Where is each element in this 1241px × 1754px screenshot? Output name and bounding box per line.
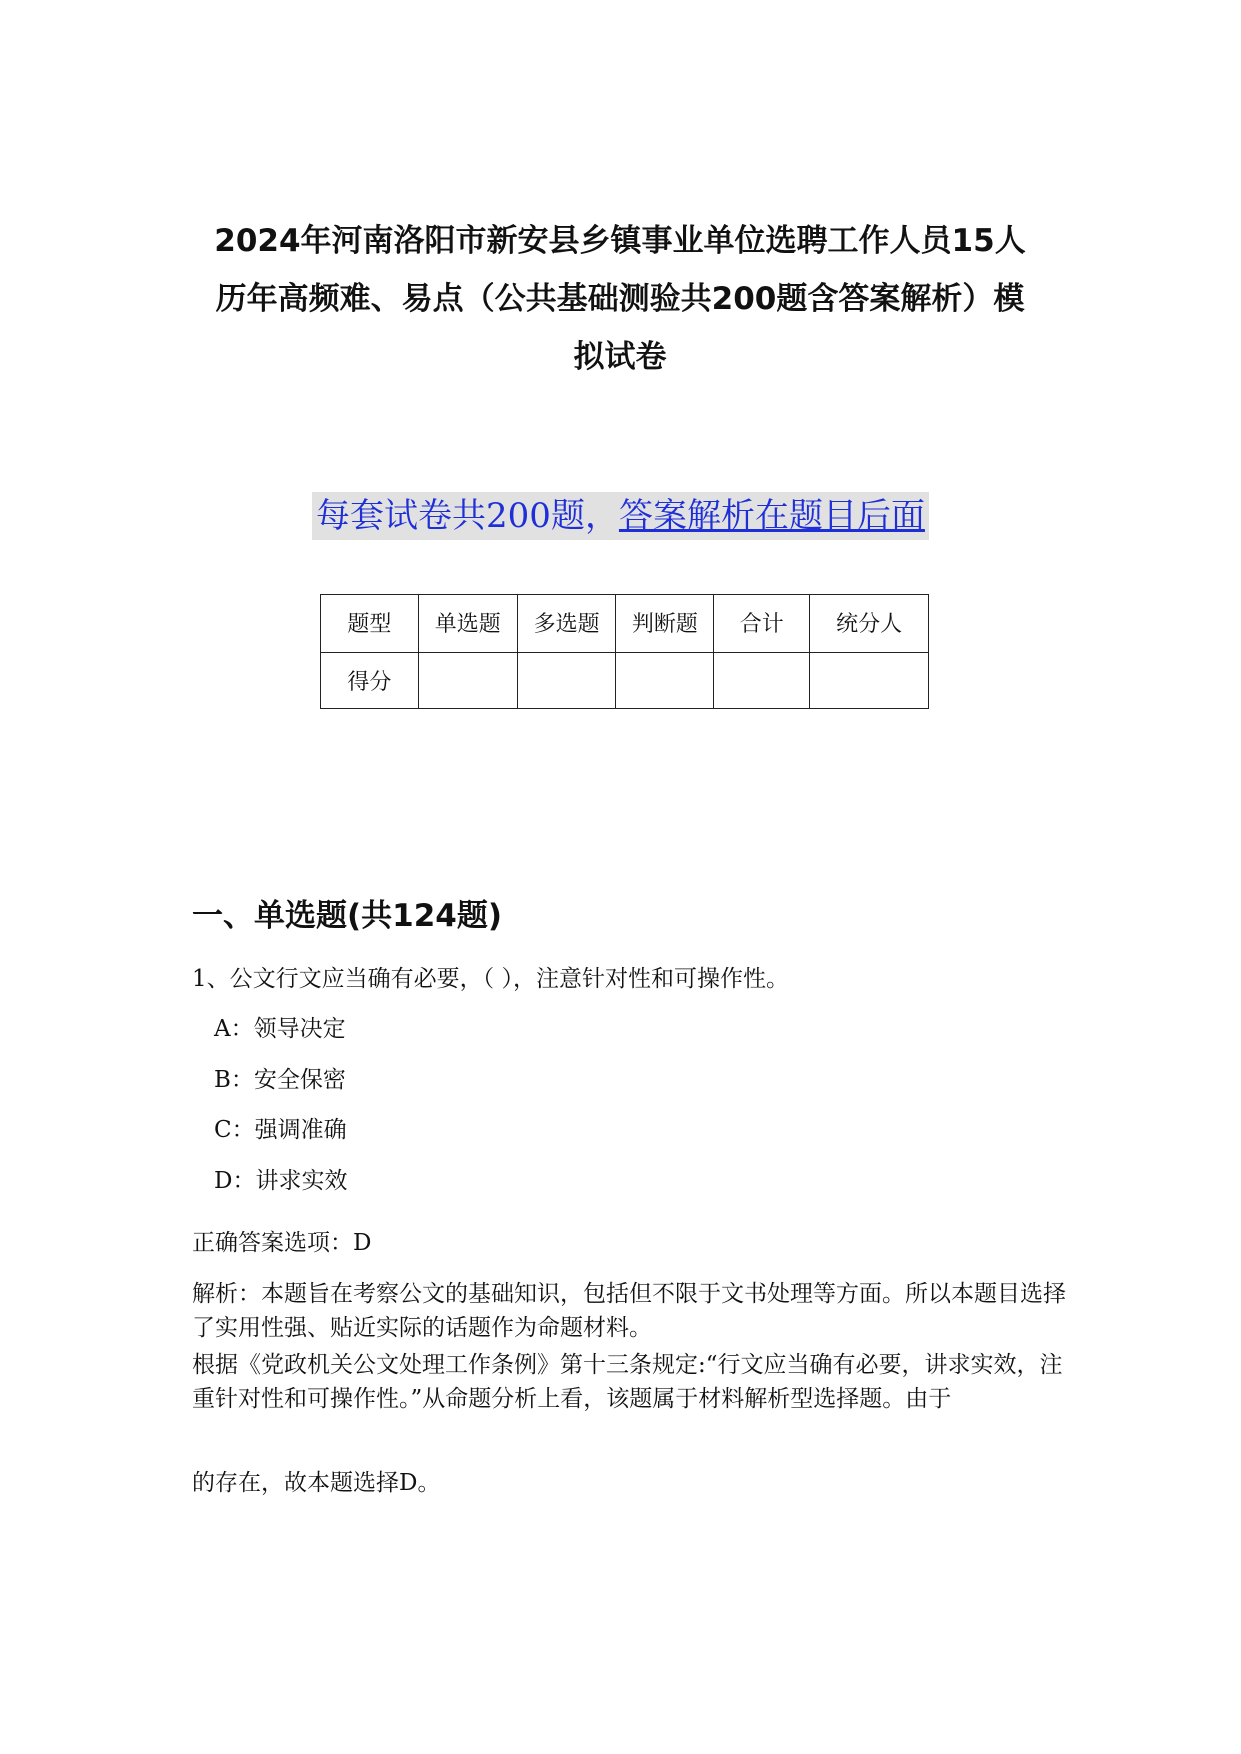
header-cell: 合计 (714, 595, 810, 653)
document-title (180, 212, 1060, 386)
option-a: A：领导决定 (214, 1016, 346, 1042)
score-table (320, 594, 929, 709)
title-line-1: 2024年河南洛阳市新安县乡镇事业单位选聘工作人员15人 (214, 223, 1026, 259)
section-heading: 一、单选题(共124题) (192, 898, 503, 934)
score-table-header-row (321, 595, 929, 653)
banner-highlight (312, 492, 929, 540)
score-cell[interactable] (714, 653, 810, 709)
score-cell[interactable] (418, 653, 517, 709)
option-d: D：讲求实效 (214, 1168, 348, 1194)
title-line-2: 历年高频难、易点（公共基础测验共200题含答案解析）模 (215, 281, 1025, 317)
option-b: B：安全保密 (214, 1067, 346, 1093)
answer-link[interactable]: 答案解析在题目后面 (618, 496, 925, 536)
score-row-label: 得分 (321, 653, 419, 709)
banner (0, 492, 1241, 540)
analysis-paragraph: 的存在，故本题选择D。 (192, 1470, 441, 1496)
title-line-3: 拟试卷 (573, 339, 667, 375)
banner-text: 每套试卷共200题， (316, 496, 619, 536)
score-table-score-row (321, 653, 929, 709)
header-cell: 单选题 (418, 595, 517, 653)
question-stem: 1、公文行文应当确有必要，（ ），注意针对性和可操作性。 (192, 966, 789, 992)
option-c: C：强调准确 (214, 1117, 347, 1143)
score-cell[interactable] (517, 653, 616, 709)
score-cell[interactable] (616, 653, 714, 709)
analysis-paragraph: 根据《党政机关公文处理工作条例》第十三条规定:“行文应当确有必要，讲求实效，注重针对性和可操作性。”从命题分析上看，该题属于材料解析型选择题。由于 (192, 1352, 1063, 1412)
header-cell: 多选题 (517, 595, 616, 653)
header-cell: 判断题 (616, 595, 714, 653)
header-cell: 题型 (321, 595, 419, 653)
score-cell[interactable] (810, 653, 929, 709)
header-cell: 统分人 (810, 595, 929, 653)
correct-answer: 正确答案选项：D (192, 1230, 372, 1256)
analysis-paragraph: 解析：本题旨在考察公文的基础知识，包括但不限于文书处理等方面。所以本题目选择了实用性强、贴近实际的话题作为命题材料。 (192, 1281, 1066, 1341)
